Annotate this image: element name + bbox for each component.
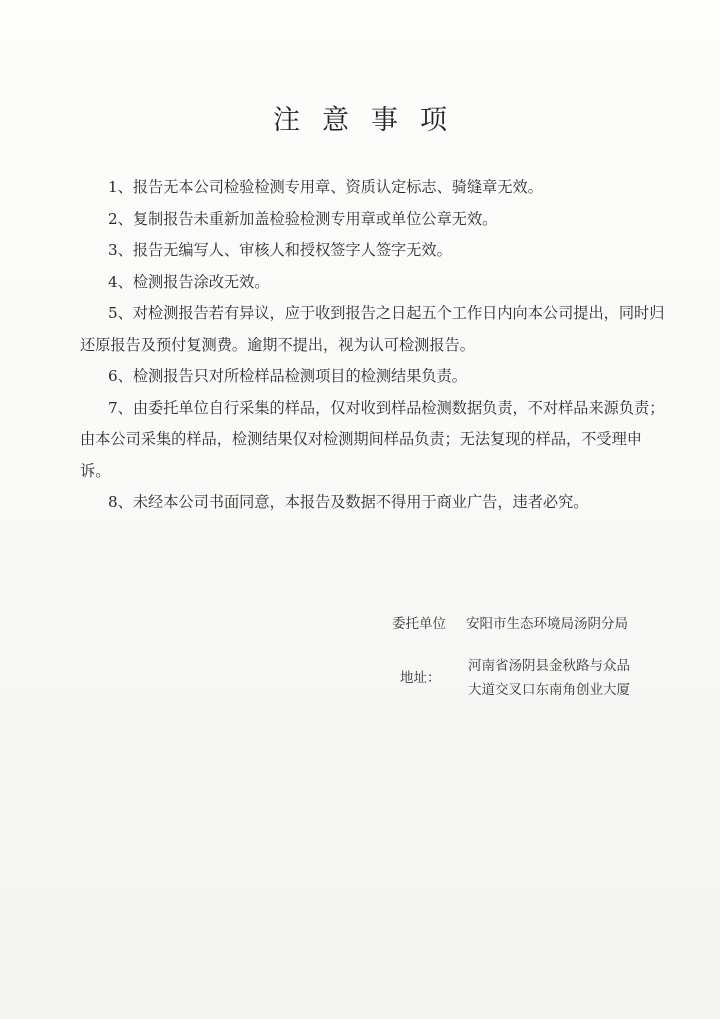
notice-item-5: 5、对检测报告若有异议，应于收到报告之日起五个工作日内向本公司提出，同时归还原报告及预付复测费。逾期不提出，视为认可检测报告。 [80, 304, 665, 354]
client-label: 委托单位 [392, 616, 446, 632]
address-line-2: 大道交叉口东南角创业大厦 [468, 682, 630, 698]
notice-item-6: 6、检测报告只对所检样品检测项目的检测结果负责。 [108, 367, 467, 385]
address-label: 地址： [400, 670, 441, 686]
notice-item-1: 1、报告无本公司检验检测专用章、资质认定标志、骑缝章无效。 [108, 178, 543, 196]
notice-item-3: 3、报告无编写人、审核人和授权签字人签字无效。 [108, 241, 452, 259]
notice-item-4: 4、检测报告涂改无效。 [108, 272, 270, 291]
notice-list [80, 172, 670, 519]
page-title: 注意事项 [273, 105, 469, 136]
notice-item-8: 8、未经本公司书面同意，本报告及数据不得用于商业广告，违者必究。 [108, 493, 589, 511]
notice-item-2: 2、复制报告未重新加盖检验检测专用章或单位公章无效。 [108, 209, 498, 228]
address-value [468, 654, 668, 702]
client-value: 安阳市生态环境局汤阴分局 [466, 616, 628, 632]
notice-item-7: 7、由委托单位自行采集的样品，仅对收到样品检测数据负责，不对样品来源负责；由本公司采集的样品，检测结果仅对检测期间样品负责；无法复现的样品，不受理申诉。 [80, 398, 665, 480]
address-line-1: 河南省汤阴县金秋路与众品 [468, 658, 630, 674]
